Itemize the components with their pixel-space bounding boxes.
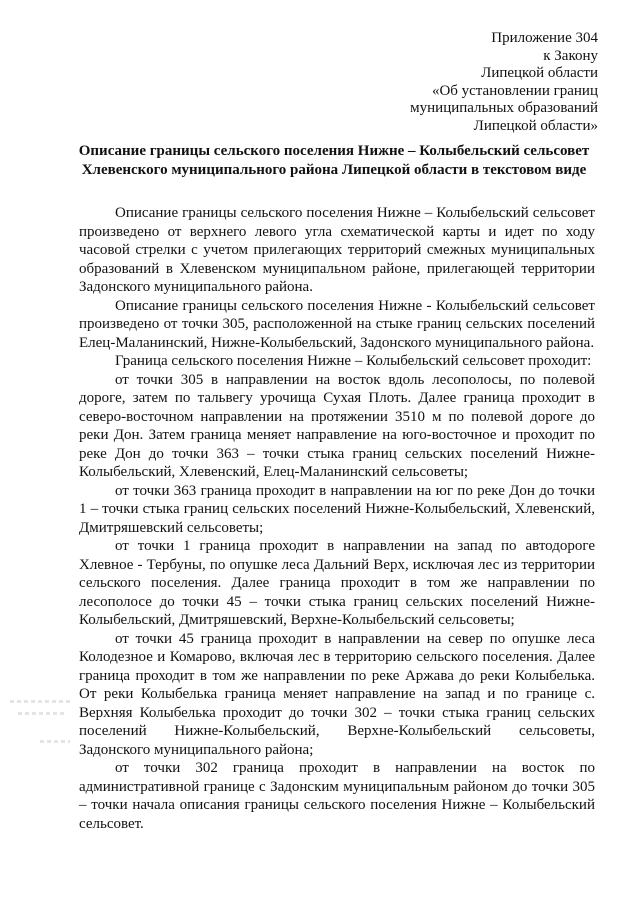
appendix-line: Липецкой области [481,65,598,81]
paragraph: Граница сельского поселения Нижне – Колыбельский сельсовет проходит: [115,353,592,369]
title-line-1: Описание границы сельского поселения Нижне – Колыбельский сельсовет [78,143,590,159]
appendix-line: Приложение 304 [491,30,598,46]
appendix-line: «Об установлении границ [431,82,598,99]
scan-artifact [10,700,70,703]
paragraph: от точки 45 граница проходит в направлении на север по опушке леса Колодезное и Комарово, включая лес в территорию сельского поселения. Далее граница проходит в том же направлении по реке Аржава до реки Колыбелька. От реки Колыбелька граница меняет направление на запад и по границе с. Верхняя Колыбелька проходит до точки 302 – точки стыка границ сельских поселений Нижне-Колыбельский, Верхне-Колыбельский сельсоветы, Задонского муниципального района; [79,630,595,758]
appendix-line: к Закону [543,47,598,64]
paragraph: от точки 1 граница проходит в направлении на запад по автодороге Хлевное - Тербуны, по опушке леса Дальний Верх, исключая лес из территории сельского поселения. Далее граница проходит в том же направлении по лесополосе до точки 45 – точки стыка границ сельских поселений Нижне-Колыбельский, Дмитряшевский, Верхне-Колыбельский сельсоветы; [79,538,595,628]
document-title [70,142,598,180]
scan-artifact [40,740,70,743]
appendix-line: муниципальных образований [410,100,598,116]
paragraph: Описание границы сельского поселения Нижне - Колыбельский сельсовет произведено от точки 305, расположенной на стыке границ сельских поселений Елец-Маланинский, Нижне-Колыбельский, Задонского муниципального района. [79,297,595,351]
title-line-2: Хлевенского муниципального района Липецкой области в текстовом виде [81,162,587,178]
paragraph: от точки 305 в направлении на восток вдоль лесополосы, по полевой дороге, затем по тальвегу урочища Сухая Плоть. Далее граница проходит в северо-восточном направлении на протяжении 3510 м по полевой дороге до реки Дон. Затем граница меняет направление на юго-восточное и проходит по реке Дон до точки 363 – точки стыка границ сельских поселений Нижне-Колыбельский, Хлевенский, Елец-Маланинский сельсоветы; [79,371,595,480]
paragraph: от точки 302 граница проходит в направлении на восток по административной границе с Задонским муниципальным районом до точки 305 – точки начала описания границы сельского поселения Нижне – Колыбельский сельсовет. [79,760,595,832]
appendix-line: Липецкой области» [473,117,598,134]
paragraph: Описание границы сельского поселения Нижне – Колыбельский сельсовет произведено от верхнего левого угла схематической карты и идет по ходу часовой стрелки с учетом прилегающих территорий смежных муниципальных образований в Хлевенском муниципальном районе, прилегающей территории Задонского муниципального района. [79,205,595,295]
scan-artifact [18,712,66,715]
appendix-header [410,30,598,135]
paragraph: от точки 363 граница проходит в направлении на юг по реке Дон до точки 1 – точки стыка границ сельских поселений Нижне-Колыбельский, Хлевенский, Дмитряшевский сельсоветы; [79,482,595,536]
document-body [79,204,595,833]
